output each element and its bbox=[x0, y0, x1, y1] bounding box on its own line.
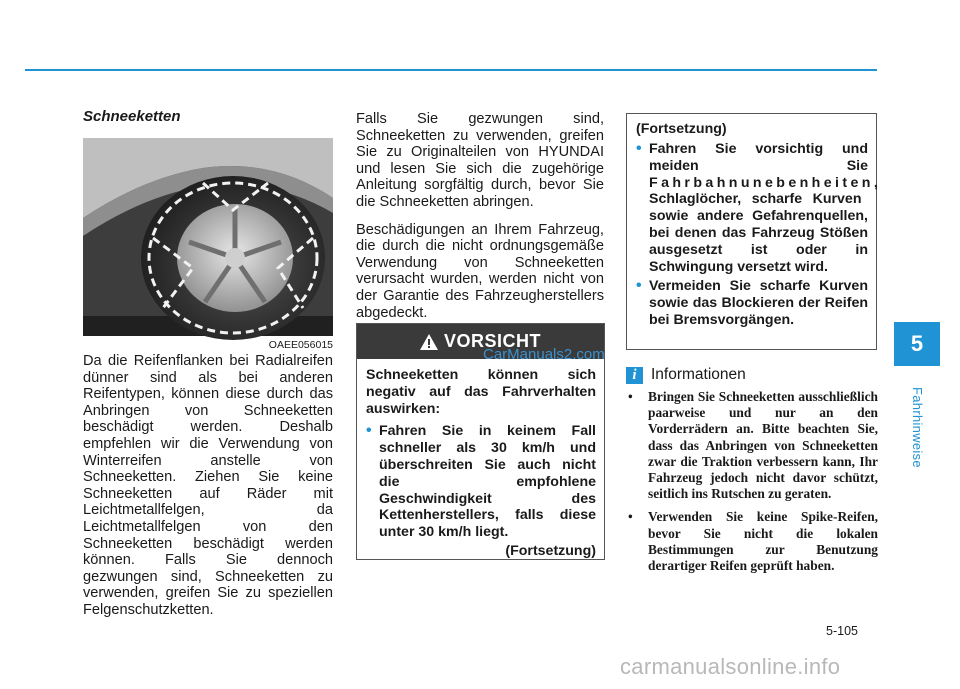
continued-label: (Fortsetzung) bbox=[505, 542, 596, 559]
caution-bullet: • Fahren Sie in keinem Fall schneller als 30 km/h und überschreiten Sie auch nicht die empfohlene Geschwindigkeit des Kettenherstellers, falls diese unter 30 km/h liegt. bbox=[366, 423, 596, 541]
caution-intro: Schneeketten können sich negativ auf das Fahrverhalten auswirken: bbox=[366, 367, 596, 417]
page-number: 5-105 bbox=[826, 624, 858, 638]
caution-bullet: • Vermeiden Sie scharfe Kurven sowie das Blockieren der Reifen bei Bremsvorgängen. bbox=[636, 278, 868, 328]
caution-title: VORSICHT bbox=[443, 331, 541, 351]
snow-chain-photo bbox=[83, 138, 333, 351]
continued-caution-box bbox=[626, 113, 882, 350]
information-section bbox=[626, 366, 878, 581]
info-icon: i bbox=[626, 367, 643, 384]
footer-watermark: carmanualsonline.info bbox=[620, 654, 841, 679]
left-column bbox=[83, 108, 333, 619]
header-rule bbox=[25, 69, 877, 71]
body-paragraph: Beschädigungen an Ihrem Fahrzeug, die durch die nicht ordnungsgemäße Verwendung von Schneeketten verursacht wurden, werden nicht von der Garantie des Fahrzeugherstellers abgedeckt. bbox=[356, 221, 604, 321]
warning-icon bbox=[420, 334, 438, 350]
section-title: Schneeketten bbox=[83, 108, 181, 125]
continued-title: (Fortsetzung) bbox=[636, 121, 727, 137]
photo-code-label: OAEE056015 bbox=[265, 338, 333, 352]
body-paragraph: Da die Reifenflanken bei Radialreifen dünner sind als bei anderen Reifentypen, können diese durch das Anbringen von Schneeketten beschädigt werden. Deshalb empfehlen wir die Verwendung von Winterreifen anstelle von Schneeketten. Ziehen Sie keine Schneeketten auf Räder mit Leichtmetallfelgen, da Leichtmetallfelgen von den Schneeketten beschädigt werden können. Falls Sie dennoch gezwungen sind, Schneeketten zu verwenden, greifen Sie zu speziellen Felgenschutzketten. bbox=[83, 353, 333, 618]
information-item: • Verwenden Sie keine Spike-Reifen, bevor Sie nicht die lokalen Bestimmungen zur Benutzung derartiger Reifen geprüft haben. bbox=[626, 509, 878, 574]
information-title: Informationen bbox=[651, 366, 746, 383]
chapter-number-tab[interactable]: 5 bbox=[894, 322, 940, 366]
watermark: CarManuals2.com bbox=[483, 346, 605, 363]
chapter-name-label: Fahrhinweise bbox=[909, 386, 925, 468]
middle-column bbox=[356, 111, 604, 321]
information-item: • Bringen Sie Schneeketten ausschließlich paarweise und nur an den Vorderrädern an. Bitte beachten Sie, dass das Anbringen von Schneeketten zwar die Traktion verbessern kann, Ihr Fahrzeug jedoch nicht davor schützt, seitlich ins Rutschen zu geraten. bbox=[626, 389, 878, 502]
body-paragraph: Falls Sie gezwungen sind, Schneeketten zu verwenden, greifen Sie zu Originalteilen von HYUNDAI und lesen Sie sich die zugehörige Anleitung sorgfältig durch, bevor Sie die Schneeketten abringen. bbox=[356, 111, 604, 210]
caution-bullet: • Fahren Sie vorsichtig und meiden Sie Fahrbahnunebenheiten, Schlaglöcher, scharfe Kurven sowie andere Gefahrenquellen, bei denen das Fahrzeug Stößen ausgesetzt ist oder in Schwingung versetzt wird. bbox=[636, 141, 868, 275]
